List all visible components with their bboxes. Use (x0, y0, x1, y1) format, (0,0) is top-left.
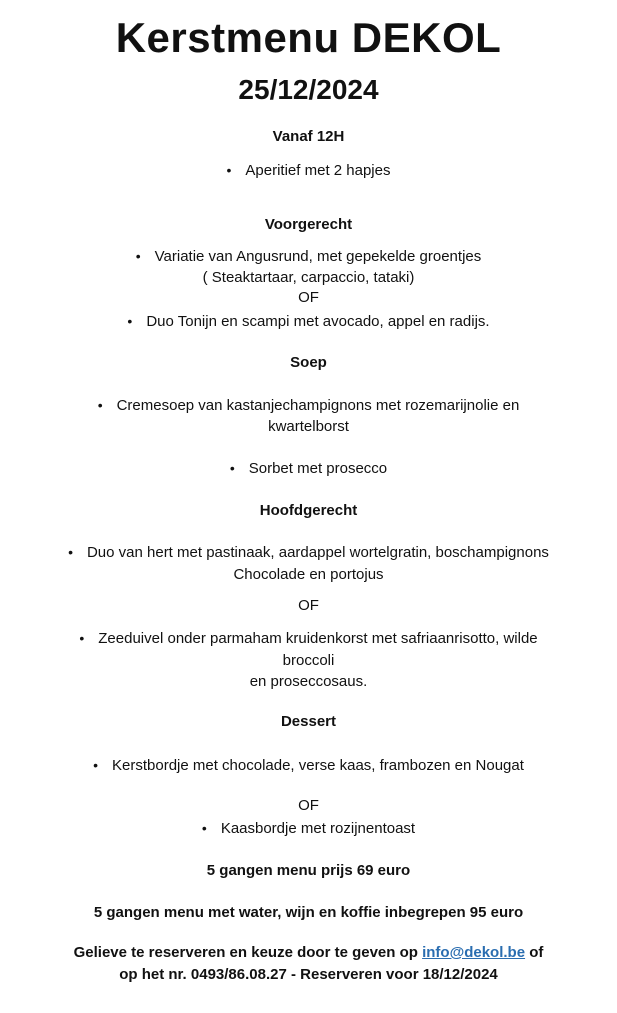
soep-item-1-cont: kwartelborst (268, 418, 349, 435)
voorgerecht-or: OF (298, 289, 319, 306)
menu-date: 25/12/2024 (238, 74, 379, 105)
price-line-2: 5 gangen menu met water, wijn en koffie inbegrepen 95 euro (93, 904, 524, 921)
hoofdgerecht-item-1: • Duo van hert met pastinaak, aardappel wortelgratin, boschampignons (0, 544, 617, 561)
reservation-line-2: op het nr. 0493/86.08.27 - Reserveren voor 18/12/2024 (119, 966, 498, 983)
voorgerecht-item-1-sub: ( Steaktartaar, carpaccio, tataki) (202, 269, 415, 286)
email-link[interactable]: info@dekol.be (422, 944, 526, 961)
aperitief-item: • Aperitief met 2 hapjes (0, 162, 617, 179)
hoofdgerecht-or: OF (298, 597, 319, 614)
voorgerecht-item-2: • Duo Tonijn en scampi met avocado, appel en radijs. (0, 313, 617, 330)
dessert-item-2: • Kaasbordje met rozijnentoast (0, 820, 617, 837)
reservation-line-1 (0, 944, 617, 961)
menu-title: Kerstmenu DEKOL (115, 14, 502, 61)
hoofdgerecht-item-2-cont2: en proseccosaus. (249, 673, 368, 690)
dessert-or: OF (298, 797, 319, 814)
soep-heading: Soep (290, 354, 327, 371)
hoofdgerecht-heading: Hoofdgerecht (259, 502, 358, 519)
soep-item-1: • Cremesoep van kastanjechampignons met rozemarijnolie en (0, 397, 617, 414)
reservation-text-suffix: of (525, 944, 544, 961)
voorgerecht-heading: Voorgerecht (264, 216, 353, 233)
dessert-item-1: • Kerstbordje met chocolade, verse kaas, frambozen en Nougat (0, 757, 617, 774)
voorgerecht-item-1: • Variatie van Angusrund, met gepekelde groentjes (0, 248, 617, 265)
hoofdgerecht-item-1-cont: Chocolade en portojus (233, 566, 384, 583)
hoofdgerecht-item-2: • Zeeduivel onder parmaham kruidenkorst met safriaanrisotto, wilde (0, 630, 617, 647)
price-line-1: 5 gangen menu prijs 69 euro (206, 862, 411, 879)
reservation-text: Gelieve te reserveren en keuze door te geven op (73, 944, 423, 961)
vanaf-heading: Vanaf 12H (272, 128, 345, 145)
soep-item-2: • Sorbet met prosecco (0, 460, 617, 477)
dessert-heading: Dessert (280, 713, 337, 730)
hoofdgerecht-item-2-cont: broccoli (282, 652, 335, 669)
